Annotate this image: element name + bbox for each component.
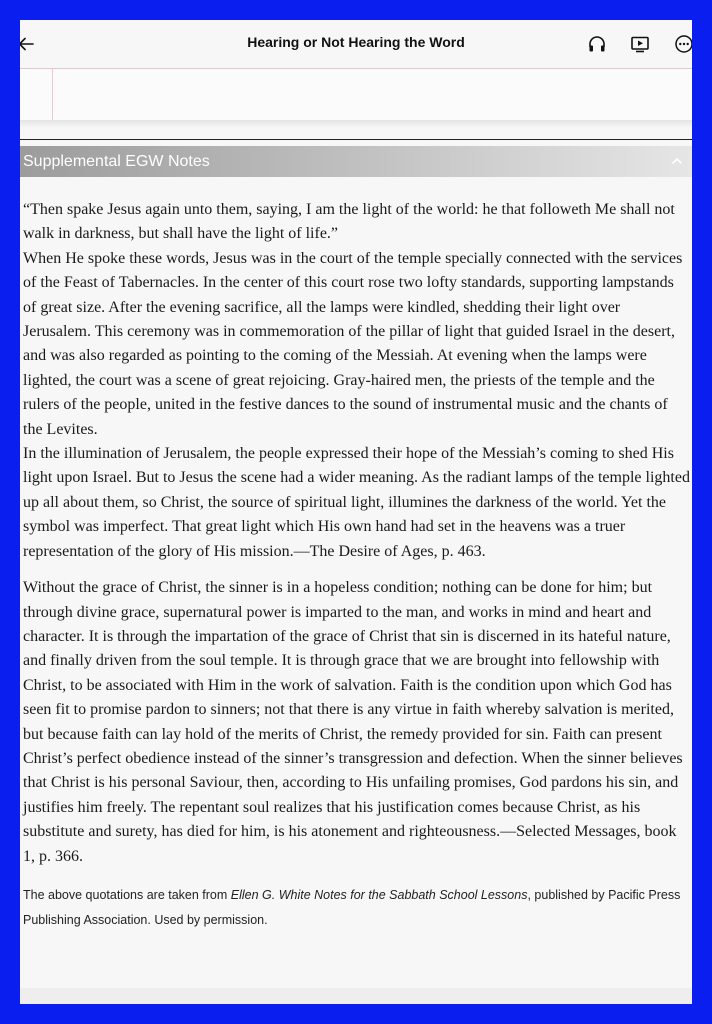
attribution-footnote <box>23 883 690 933</box>
collapse-button[interactable] <box>670 154 684 168</box>
notes-input-area[interactable] <box>20 68 692 121</box>
more-options-button[interactable] <box>672 32 692 56</box>
divider <box>20 139 692 140</box>
video-button[interactable] <box>628 32 652 56</box>
paragraph: In the illumination of Jerusalem, the people expressed their hope of the Messiah’s coming to shed His light upon Israel. But to Jesus the scene had a wider meaning. As the radiant lamps of the temple lighted up all about them, so Christ, the source of spiritual light, illumines the darkness of the world. Yet the symbol was imperfect. That great light which His own hand had set in the heavens was a truer representation of the glory of His mission.—The Desire of Ages, p. 463. <box>23 445 690 560</box>
footnote-book-title: Ellen G. White Notes for the Sabbath School Lessons <box>230 887 528 902</box>
top-bar <box>20 20 692 68</box>
strip-shadow <box>20 120 692 128</box>
chevron-up-icon <box>671 155 683 167</box>
paragraph: When He spoke these words, Jesus was in the court of the temple specially connected with the services of the Feast of Tabernacles. In the center of this court rose two lofty standards, supporting lampstands of great size. After the evening sacrifice, all the lamps were kindled, shedding their light over Jerusalem. This ceremony was in commemoration of the pillar of light that guided Israel in the desert, and was also regarded as pointing to the coming of the Messiah. At evening when the lamps were lighted, the court was a scene of great rejoicing. Gray-haired men, the priests of the temple and the rulers of the people, united in the festive dances to the sound of instrumental music and the chants of the Levites. <box>23 249 683 438</box>
app-frame <box>20 20 692 1004</box>
section-title: Supplemental EGW Notes <box>23 152 210 170</box>
paragraph: Without the grace of Christ, the sinner is in a hopeless condition; nothing can be done for him; but through divine grace, supernatural power is imparted to the man, and works in mind and heart and character. It is through the impartation of the grace of Christ that sin is discerned in its hateful nature, and finally driven from the soul temple. It is through grace that we are brought into fellowship with Christ, to be associated with Him in the work of salvation. Faith is the condition upon which God has seen fit to promise pardon to sinners; not that there is any virtue in faith whereby salvation is merited, but because faith can lay hold of the merits of Christ, the remedy provided for sin. Faith can present Christ’s perfect obedience instead of the sinner’s transgression and defection. When the sinner believes that Christ is his personal Saviour, then, according to His unfailing promises, God pardons his sin, and justifies him freely. The repentant soul realizes that his justification comes because Christ, as his substitute and surety, has died for him, is his atonement and righteousness.—Selected Messages, book 1, p. 366. <box>23 579 683 865</box>
play-video-icon <box>630 34 650 54</box>
paragraph: “Then spake Jesus again unto them, saying, I am the light of the world: he that followeth Me shall not walk in darkness, but shall have the light of life.” <box>23 201 675 243</box>
notes-content <box>23 198 690 933</box>
section-header[interactable] <box>20 146 692 177</box>
footnote-text-before: The above quotations are taken from <box>23 887 231 902</box>
more-options-icon <box>674 34 692 54</box>
margin-line <box>52 69 53 121</box>
page-title: Hearing or Not Hearing the Word <box>247 34 465 50</box>
audio-button[interactable] <box>585 32 609 56</box>
bottom-bar <box>20 988 692 1004</box>
headphones-icon <box>587 34 607 54</box>
footnote-text-after: , published by Pacific Press Publishing Association. Used by permission. <box>23 887 681 927</box>
